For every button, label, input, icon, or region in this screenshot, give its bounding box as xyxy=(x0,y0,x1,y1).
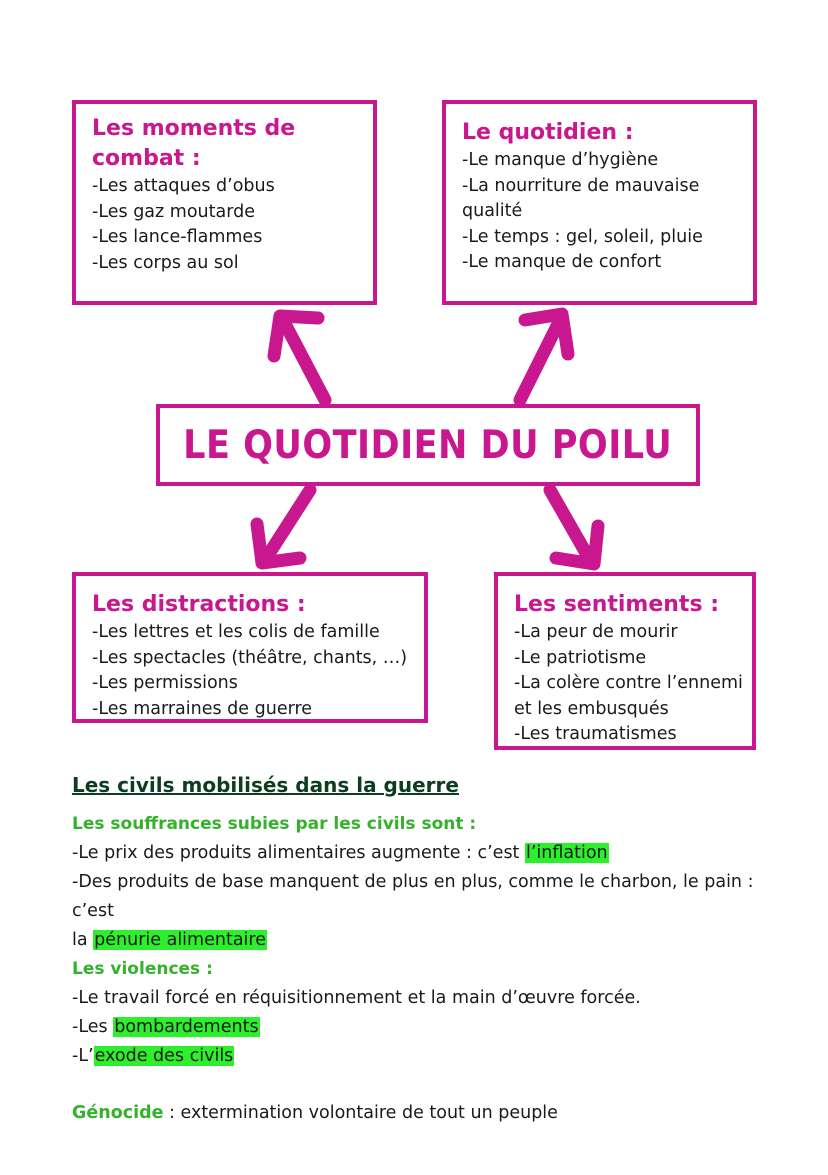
section-heading: Les civils mobilisés dans la guerre xyxy=(72,773,459,797)
center-title-box xyxy=(156,404,700,486)
box-title: Le quotidien : xyxy=(462,120,634,145)
list-item: -Le manque de confort xyxy=(462,252,662,272)
civils-section xyxy=(72,770,792,1128)
box-le-quotidien xyxy=(442,100,757,305)
list-item: -Le patriotisme xyxy=(514,647,647,668)
list-item: -Les permissions xyxy=(92,673,238,693)
text-line xyxy=(72,926,792,955)
definition-text: : extermination volontaire de tout un peuple xyxy=(163,1103,558,1123)
box-sentiments xyxy=(494,572,756,750)
list-item: -Les attaques d’obus xyxy=(92,176,275,196)
highlighted-term: l’inflation xyxy=(525,843,608,863)
list-item: -Les corps au sol xyxy=(92,252,239,273)
list-item: -Les marraines de guerre xyxy=(92,698,313,719)
definition-term: Génocide xyxy=(72,1103,164,1123)
list-item: -Le temps : gel, soleil, pluie xyxy=(462,226,703,247)
list-item: -La peur de mourir xyxy=(514,622,678,642)
subheading-souffrances: Les souffrances subies par les civils sont : xyxy=(72,814,477,834)
list-item: -La nourriture de mauvaise xyxy=(462,175,700,196)
highlighted-term: exode des civils xyxy=(94,1046,234,1066)
arrow-down-right xyxy=(550,490,590,560)
arrow-up-left xyxy=(282,318,325,400)
highlighted-term: bombardements xyxy=(114,1017,259,1037)
text-line xyxy=(72,839,792,868)
text-fragment: la xyxy=(72,930,94,950)
list-item: -Les traumatismes xyxy=(514,724,677,744)
highlighted-term: pénurie alimentaire xyxy=(94,930,266,950)
box-title: Les sentiments : xyxy=(514,592,720,617)
box-title: combat : xyxy=(92,146,201,171)
box-title: Les distractions : xyxy=(92,592,306,617)
box-distractions xyxy=(72,572,428,723)
list-item: -Le manque d’hygiène xyxy=(462,150,659,170)
list-item: et les embusqués xyxy=(514,698,669,719)
list-item: -La colère contre l’ennemi xyxy=(514,673,743,693)
definition-genocide xyxy=(72,1099,792,1128)
list-item: -Les gaz moutarde xyxy=(92,201,255,222)
arrow-down-left xyxy=(265,490,310,560)
page-title: LE QUOTIDIEN DU POILU xyxy=(183,422,673,468)
list-item: qualité xyxy=(462,201,523,221)
box-title: Les moments de xyxy=(92,116,296,141)
list-item: -Les lettres et les colis de famille xyxy=(92,622,380,642)
subheading-violences: Les violences : xyxy=(72,959,213,979)
text-fragment: -Le prix des produits alimentaires augmente : c’est xyxy=(72,843,525,863)
box-moments-de-combat xyxy=(72,100,377,305)
list-item: -Les lance-flammes xyxy=(92,227,263,247)
arrow-up-right xyxy=(520,320,560,400)
text-line xyxy=(72,1042,792,1071)
text-line: -Des produits de base manquent de plus en plus, comme le charbon, le pain : c’est xyxy=(72,872,754,921)
text-fragment: -Les xyxy=(72,1017,114,1037)
list-item: -Les spectacles (théâtre, chants, …) xyxy=(92,647,408,668)
text-fragment: -L’ xyxy=(72,1046,94,1066)
text-line: -Le travail forcé en réquisitionnement et la main d’œuvre forcée. xyxy=(72,988,641,1008)
text-line xyxy=(72,1013,792,1042)
